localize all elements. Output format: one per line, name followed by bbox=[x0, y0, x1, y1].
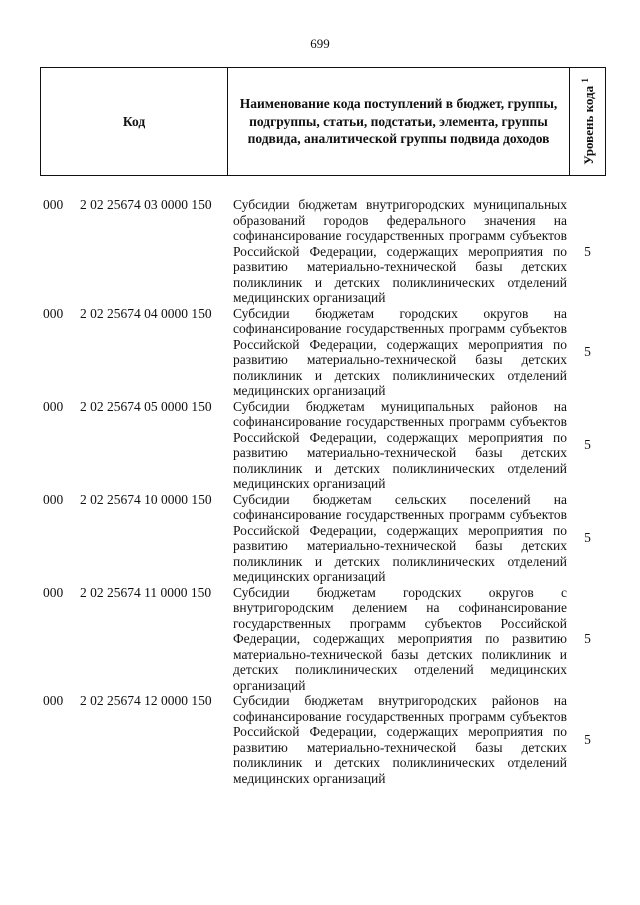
row-name: Субсидии бюджетам муниципальных районов на софинансирование государственных программ субъектов Российской Федерации, содержащих мероприятия по развитию материально-технической базы детских поликлиник и детских поликлинических отделений медицинских организаций bbox=[233, 398, 567, 491]
row-level: 5 bbox=[584, 344, 591, 360]
header-code: Код bbox=[41, 68, 228, 175]
row-admin-code: 000 bbox=[43, 584, 64, 600]
row-code: 2 02 25674 11 0000 150 bbox=[80, 584, 212, 600]
table-row bbox=[40, 693, 606, 786]
row-name: Субсидии бюджетам городских округов с внутригородским делением на софинансирование государственных программ субъектов Российской Федерации, содержащих мероприятия по развитию материально-технической базы детских поликлиник и детских поликлинических отделений медицинских организаций bbox=[233, 584, 567, 693]
row-level: 5 bbox=[584, 530, 591, 546]
row-code: 2 02 25674 05 0000 150 bbox=[80, 398, 212, 414]
row-level: 5 bbox=[584, 731, 591, 747]
table-row bbox=[40, 492, 606, 585]
header-level-footnote: 1 bbox=[580, 78, 591, 83]
row-name: Субсидии бюджетам внутригородских районов на софинансирование государственных программ субъектов Российской Федерации, содержащих мероприятия по развитию материально-технической базы детских поликлиник и детских поликлинических отделений медицинских организаций bbox=[233, 693, 567, 786]
row-code: 2 02 25674 10 0000 150 bbox=[80, 491, 212, 507]
table-body bbox=[40, 197, 606, 786]
table-row bbox=[40, 197, 606, 306]
table-row bbox=[40, 306, 606, 399]
row-name: Субсидии бюджетам сельских поселений на софинансирование государственных программ субъектов Российской Федерации, содержащих мероприятия по развитию материально-технической базы детских поликлиник и детских поликлинических отделений медицинских организаций bbox=[233, 491, 567, 584]
row-level: 5 bbox=[584, 631, 591, 646]
header-name: Наименование кода поступлений в бюджет, группы, подгруппы, статьи, подстатьи, элемента, группы подвида, аналитической группы подвида доходов bbox=[228, 68, 570, 175]
row-admin-code: 000 bbox=[43, 305, 64, 321]
row-level: 5 bbox=[584, 243, 591, 259]
row-level: 5 bbox=[584, 437, 591, 453]
table-row bbox=[40, 585, 606, 694]
row-admin-code: 000 bbox=[43, 693, 64, 708]
row-admin-code: 000 bbox=[43, 491, 64, 507]
header-level-text: Уровень кода bbox=[581, 85, 597, 165]
page-number: 699 bbox=[310, 36, 330, 51]
row-code: 2 02 25674 04 0000 150 bbox=[80, 305, 212, 321]
header-level-label bbox=[577, 78, 598, 165]
row-name: Субсидии бюджетам городских округов на софинансирование государственных программ субъектов Российской Федерации, содержащих мероприятия по развитию материально-технической базы детских поликлиник и детских поликлинических отделений медицинских организаций bbox=[233, 305, 567, 398]
table-header bbox=[40, 67, 606, 176]
header-level bbox=[570, 68, 605, 175]
row-code: 2 02 25674 03 0000 150 bbox=[80, 197, 212, 212]
table-row bbox=[40, 399, 606, 492]
row-admin-code: 000 bbox=[43, 398, 64, 414]
row-admin-code: 000 bbox=[43, 197, 64, 212]
row-name: Субсидии бюджетам внутригородских муниципальных образований городов федерального значения на софинансирование государственных программ субъектов Российской Федерации, содержащих мероприятия по развитию материально-технической базы детских поликлиник и детских поликлинических отделений медицинских организаций bbox=[233, 197, 567, 305]
row-code: 2 02 25674 12 0000 150 bbox=[80, 693, 212, 708]
